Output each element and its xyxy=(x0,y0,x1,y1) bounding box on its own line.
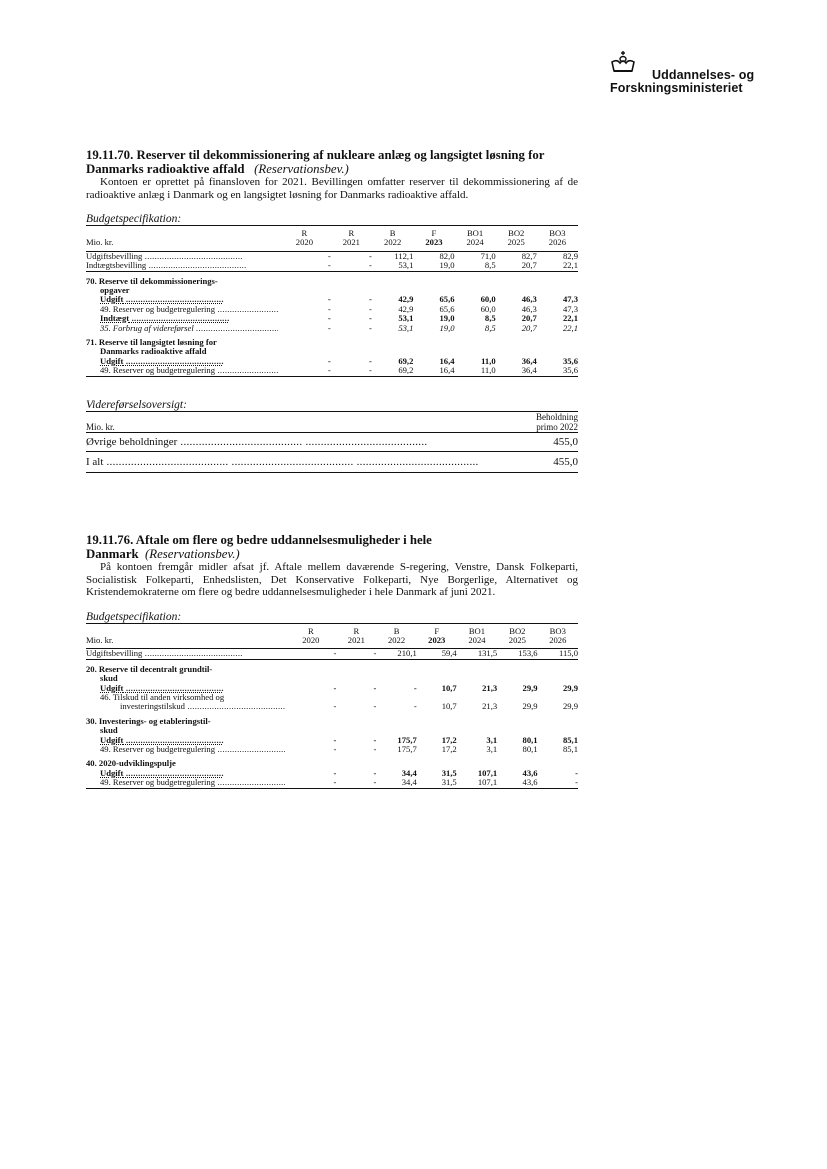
value-cell xyxy=(455,271,496,286)
section-19-11-70 xyxy=(86,148,578,473)
table-row xyxy=(86,357,578,366)
value-cell xyxy=(537,333,578,347)
value-cell: 20,7 xyxy=(521,322,537,333)
value-cell: - xyxy=(333,682,337,693)
value-cell xyxy=(455,333,496,347)
value-cell: 80,1 xyxy=(522,743,538,754)
value-cell xyxy=(376,712,416,726)
value-cell xyxy=(376,674,416,683)
table-row xyxy=(86,745,578,754)
value-cell: 3,1 xyxy=(486,734,498,745)
value-cell: 35,6 xyxy=(537,366,578,376)
value-cell: 46,3 xyxy=(521,294,537,305)
value-cell: 35,6 xyxy=(562,355,578,366)
value-cell: - xyxy=(369,294,372,305)
value-cell: 53,1 xyxy=(372,261,413,271)
budget-title: Budgetspecifikation: xyxy=(86,610,182,623)
row-label: 49. Reserver og budgetregulering ..... xyxy=(86,366,278,376)
value-cell: 65,6 xyxy=(439,294,455,305)
crown-icon xyxy=(610,50,636,76)
row-label: 35. Forbrug af videreførsel ..... xyxy=(86,324,278,333)
table-row xyxy=(86,693,578,702)
value-cell: 85,1 xyxy=(562,734,578,745)
value-cell xyxy=(372,271,413,286)
column-header: F 2023 xyxy=(413,226,454,252)
value-cell xyxy=(336,693,376,702)
value-cell: 47,3 xyxy=(562,303,578,314)
carry-unit: Mio. kr. xyxy=(86,411,530,432)
value-cell: 60,0 xyxy=(480,294,496,305)
row-label: Udgift ..... xyxy=(86,736,285,745)
row-label: Udgift ..... xyxy=(86,295,278,304)
value-cell: 175,7 xyxy=(397,743,417,754)
value-cell: 60,0 xyxy=(480,303,496,314)
value-cell: 8,5 xyxy=(484,322,496,333)
column-header: R 2021 xyxy=(336,623,376,649)
value-cell: - xyxy=(373,682,377,693)
value-cell: 29,9 xyxy=(562,701,578,712)
column-header: BO2 2025 xyxy=(497,623,537,649)
value-cell: 115,0 xyxy=(538,649,578,659)
value-cell xyxy=(336,659,376,674)
carry-table xyxy=(86,411,578,473)
column-header: R 2020 xyxy=(285,623,336,649)
value-cell: - xyxy=(369,313,372,324)
column-header: BO1 2024 xyxy=(457,623,497,649)
value-cell xyxy=(376,659,416,674)
column-header: B 2022 xyxy=(376,623,416,649)
value-cell: 29,9 xyxy=(522,701,538,712)
row-label: 49. Reserver og budgetregulering ..... xyxy=(86,778,285,788)
value-cell: 47,3 xyxy=(562,294,578,305)
row-label: Udgiftsbevilling ..... xyxy=(86,251,278,261)
value-cell: - xyxy=(333,734,337,745)
section-paragraph: På kontoen fremgår midler afsat jf. Aftale mellem daværende S-regering, Venstre, Dansk Folkeparti, Socialistisk Folkeparti, Enhedslisten, Det Konservative Folkeparti, Nye Borgerlige, Alternativet og Kristendemokraterne om flere og bedre uddannelsesmuligheder i hele Danmark af juni 2021. xyxy=(86,561,578,598)
value-cell: 112,1 xyxy=(394,250,414,261)
value-cell: - xyxy=(538,778,578,788)
value-cell: 17,2 xyxy=(441,734,457,745)
row-label: 49. Reserver og budgetregulering ..... xyxy=(86,305,278,314)
group-title: 30. Investerings- og etableringstil- xyxy=(86,715,211,726)
value-cell xyxy=(538,754,578,768)
value-cell xyxy=(376,754,416,768)
column-header: BO3 2026 xyxy=(538,623,578,649)
value-cell: 31,5 xyxy=(441,767,457,778)
value-cell: 65,6 xyxy=(439,303,455,314)
value-cell: - xyxy=(333,743,337,754)
value-cell: 43,6 xyxy=(522,767,538,778)
logo-text-line1: Uddannelses- og xyxy=(652,68,755,82)
value-cell: 22,1 xyxy=(562,322,578,333)
summary-row xyxy=(86,261,578,271)
value-cell: 36,4 xyxy=(496,366,537,376)
value-cell xyxy=(413,271,454,286)
value-cell: 20,7 xyxy=(496,261,537,271)
carry-row: I alt ..... ..... ..... xyxy=(86,451,530,472)
value-cell: - xyxy=(327,303,331,314)
value-cell: - xyxy=(327,355,331,366)
value-cell: - xyxy=(369,250,372,261)
value-cell: - xyxy=(327,294,331,305)
value-cell xyxy=(278,271,331,286)
value-cell: - xyxy=(285,778,336,788)
column-header: BO1 2024 xyxy=(455,226,496,252)
group-title: opgaver xyxy=(100,285,130,296)
value-cell: - xyxy=(327,313,331,324)
row-label: 46. Tilskud til anden virksomhed og xyxy=(100,692,225,702)
value-cell: 46,3 xyxy=(521,303,537,314)
value-cell: 43,6 xyxy=(497,778,537,788)
carry-col-2: primo 2022 xyxy=(536,421,578,432)
value-cell xyxy=(538,712,578,726)
value-cell: 69,2 xyxy=(398,355,414,366)
value-cell xyxy=(372,333,413,347)
value-cell: - xyxy=(369,322,372,333)
group-title: skud xyxy=(100,725,118,736)
group-title: skud xyxy=(100,673,118,684)
value-cell: 53,1 xyxy=(398,313,414,324)
value-cell xyxy=(497,659,537,674)
value-cell xyxy=(376,693,416,702)
value-cell: 34,4 xyxy=(376,778,416,788)
table-row xyxy=(86,778,578,788)
value-cell: - xyxy=(575,767,578,778)
table-row xyxy=(86,366,578,376)
value-cell xyxy=(497,712,537,726)
table-row xyxy=(86,769,578,778)
section-heading: 19.11.76. Aftale om flere og bedre uddannelsesmuligheder i hele Danmark (Reservationsbev.) xyxy=(86,533,432,561)
value-cell xyxy=(417,659,457,674)
value-cell xyxy=(413,333,454,347)
row-label: Udgiftsbevilling ..... xyxy=(86,649,285,659)
value-cell xyxy=(285,726,336,735)
column-header: BO2 2025 xyxy=(496,226,537,252)
value-cell: 22,1 xyxy=(562,313,578,324)
unit-header: Mio. kr. xyxy=(86,226,278,252)
value-cell: 131,5 xyxy=(457,649,497,659)
value-cell: - xyxy=(331,366,372,376)
value-cell: 16,4 xyxy=(413,366,454,376)
value-cell: 11,0 xyxy=(481,355,496,366)
value-cell: 36,4 xyxy=(521,355,537,366)
value-cell xyxy=(331,286,372,295)
value-cell: - xyxy=(373,701,377,712)
value-cell xyxy=(336,754,376,768)
value-cell xyxy=(496,271,537,286)
table-row xyxy=(86,702,578,711)
value-cell: 21,3 xyxy=(482,682,498,693)
value-cell: 21,3 xyxy=(482,701,498,712)
value-cell: - xyxy=(278,366,331,376)
value-cell: - xyxy=(327,250,331,261)
section-paragraph: Kontoen er oprettet på finansloven for 2021. Bevillingen omfatter reserver til dekommissionering af de radioaktive anlæg i Danmark og en langsigtet løsning for Danmarks radioaktive affald. xyxy=(86,176,578,201)
table-row xyxy=(86,736,578,745)
value-cell xyxy=(417,712,457,726)
value-cell: - xyxy=(285,649,336,659)
value-cell: 82,9 xyxy=(562,250,578,261)
value-cell: 29,9 xyxy=(522,682,538,693)
value-cell: - xyxy=(336,649,376,659)
value-cell: 19,0 xyxy=(439,322,455,333)
value-cell xyxy=(457,754,497,768)
value-cell: 69,2 xyxy=(372,366,413,376)
carry-value: 455,0 xyxy=(530,432,578,451)
column-header: B 2022 xyxy=(372,226,413,252)
value-cell: 29,9 xyxy=(562,682,578,693)
budget-title: Budgetspecifikation: xyxy=(86,213,182,225)
budget-table xyxy=(86,225,578,377)
value-cell: 210,1 xyxy=(376,649,416,659)
value-cell xyxy=(457,712,497,726)
logo-text-line2: Forskningsministeriet xyxy=(610,81,743,95)
value-cell: 85,1 xyxy=(562,743,578,754)
value-cell xyxy=(285,659,336,674)
value-cell: - xyxy=(333,767,337,778)
value-cell: - xyxy=(369,303,372,314)
column-header: F 2023 xyxy=(417,623,457,649)
value-cell: 22,1 xyxy=(537,261,578,271)
value-cell: - xyxy=(413,701,417,712)
value-cell xyxy=(285,693,336,702)
value-cell: 53,1 xyxy=(398,322,414,333)
value-cell xyxy=(497,754,537,768)
value-cell: 42,9 xyxy=(398,303,414,314)
value-cell xyxy=(331,347,372,356)
column-header: R 2020 xyxy=(278,226,331,252)
value-cell xyxy=(538,659,578,674)
value-cell: 31,5 xyxy=(417,778,457,788)
value-cell xyxy=(336,726,376,735)
value-cell: 19,0 xyxy=(413,261,454,271)
value-cell xyxy=(537,271,578,286)
value-cell: - xyxy=(373,767,377,778)
row-label: Indtægtsbevilling ..... xyxy=(86,261,278,271)
summary-row xyxy=(86,649,578,659)
summary-row xyxy=(86,251,578,261)
group-title: Danmarks radioaktive affald xyxy=(100,346,207,357)
value-cell: 153,6 xyxy=(497,649,537,659)
value-cell: 59,4 xyxy=(417,649,457,659)
table-row xyxy=(86,295,578,304)
value-cell xyxy=(331,271,372,286)
value-cell: - xyxy=(278,261,331,271)
value-cell: 10,7 xyxy=(441,701,457,712)
value-cell: 8,5 xyxy=(484,313,496,324)
table-row xyxy=(86,324,578,333)
value-cell: 3,1 xyxy=(486,743,498,754)
row-label: Udgift ..... xyxy=(86,684,285,693)
section-heading: 19.11.70. Reserver til dekommissionering af nukleare anlæg og langsigtet løsning for Danmarks radioaktive affald (Reservationsbev.) xyxy=(86,148,545,176)
value-cell: 19,0 xyxy=(439,313,455,324)
ministry-logo xyxy=(610,48,770,98)
row-label: 49. Reserver og budgetregulering ..... xyxy=(86,745,285,754)
value-cell: - xyxy=(336,778,376,788)
group-title: 40. 2020-udviklingspulje xyxy=(86,758,176,769)
row-label: Udgift ..... xyxy=(86,357,278,366)
value-cell: 107,1 xyxy=(457,778,497,788)
row-label: investeringstilskud ..... xyxy=(86,702,285,711)
section-19-11-76 xyxy=(86,533,578,789)
value-cell xyxy=(336,712,376,726)
value-cell: 82,0 xyxy=(439,250,455,261)
value-cell xyxy=(285,754,336,768)
value-cell: - xyxy=(373,743,377,754)
value-cell: - xyxy=(369,355,372,366)
carry-value: 455,0 xyxy=(530,451,578,472)
value-cell xyxy=(278,347,331,356)
row-label: Indtægt ..... xyxy=(86,314,278,323)
value-cell: 8,5 xyxy=(455,261,496,271)
value-cell: - xyxy=(413,682,417,693)
value-cell xyxy=(336,674,376,683)
carry-col-1: Beholdning xyxy=(536,411,578,422)
column-header: R 2021 xyxy=(331,226,372,252)
value-cell xyxy=(285,712,336,726)
column-header: BO3 2026 xyxy=(537,226,578,252)
table-row xyxy=(86,314,578,323)
value-cell: - xyxy=(333,701,337,712)
value-cell: 107,1 xyxy=(477,767,498,778)
value-cell: 17,2 xyxy=(441,743,457,754)
value-cell: - xyxy=(331,261,372,271)
carry-row: Øvrige beholdninger ..... ..... xyxy=(86,432,530,451)
group-title: 71. Reserve til langsigtet løsning for xyxy=(86,337,217,348)
value-cell: 82,7 xyxy=(521,250,537,261)
value-cell xyxy=(285,674,336,683)
value-cell: 11,0 xyxy=(455,366,496,376)
value-cell: 175,7 xyxy=(397,734,417,745)
value-cell: - xyxy=(327,322,331,333)
value-cell: 16,4 xyxy=(439,355,455,366)
table-row xyxy=(86,305,578,314)
value-cell: 10,7 xyxy=(441,682,457,693)
value-cell: 20,7 xyxy=(521,313,537,324)
value-cell: 71,0 xyxy=(480,250,496,261)
carry-title: Videreførselsoversigt: xyxy=(86,398,187,411)
group-title: 20. Reserve til decentralt grundtil- xyxy=(86,663,213,674)
value-cell: 42,9 xyxy=(398,294,414,305)
value-cell: 34,4 xyxy=(401,767,417,778)
value-cell xyxy=(278,333,331,347)
table-row xyxy=(86,684,578,693)
value-cell xyxy=(457,659,497,674)
value-cell: - xyxy=(373,734,377,745)
unit-header: Mio. kr. xyxy=(86,623,285,649)
value-cell xyxy=(331,333,372,347)
budget-table xyxy=(86,623,578,789)
row-label: Udgift ..... xyxy=(86,769,285,778)
value-cell xyxy=(278,286,331,295)
group-title: 70. Reserve til dekommissionerings- xyxy=(86,275,218,286)
value-cell: 80,1 xyxy=(522,734,538,745)
value-cell xyxy=(496,333,537,347)
value-cell xyxy=(417,754,457,768)
